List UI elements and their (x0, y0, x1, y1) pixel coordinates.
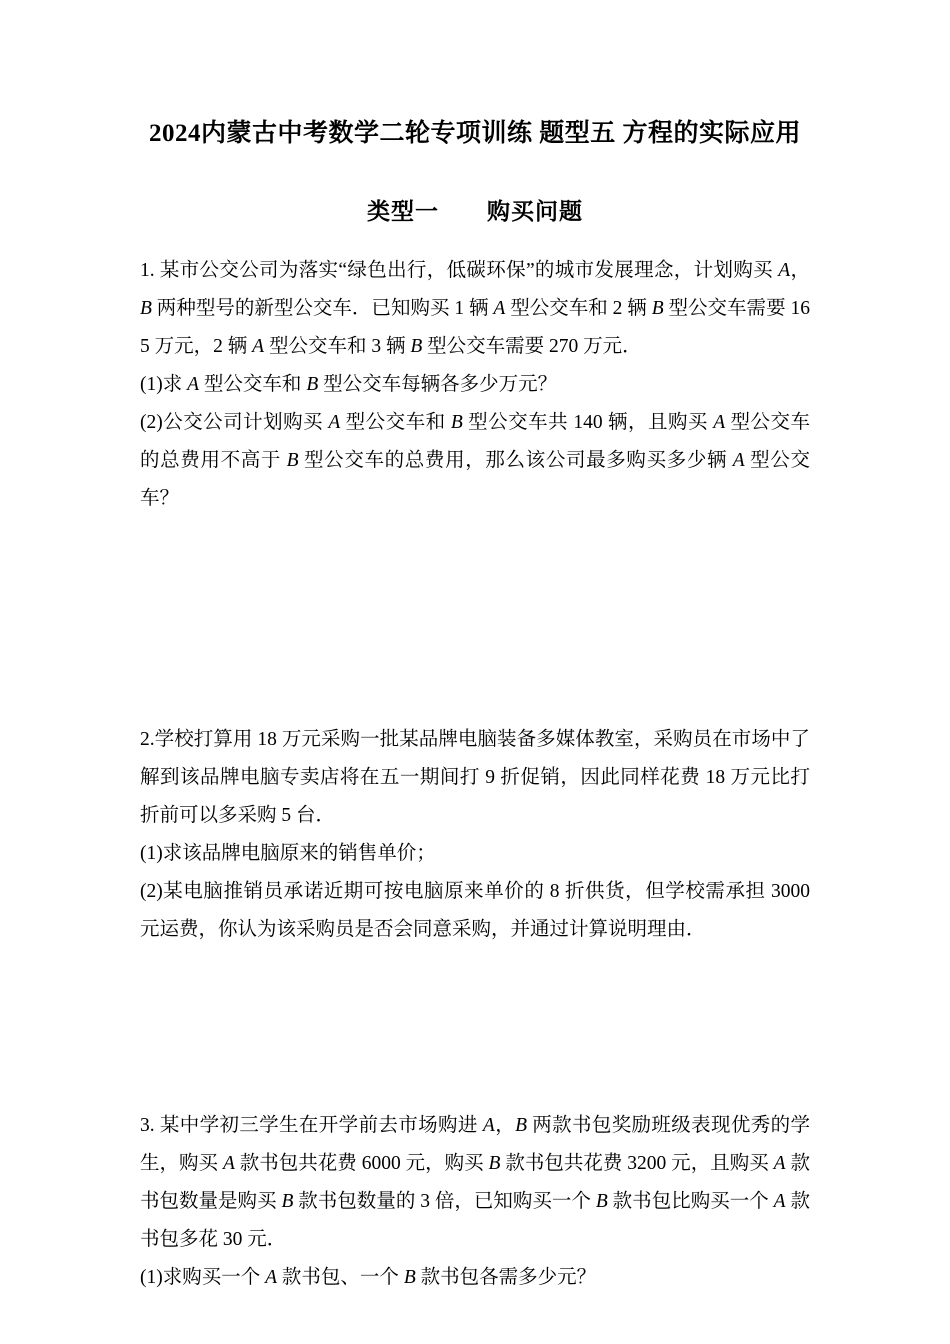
problem-1-paragraph-2 (140, 366, 810, 404)
math-variable: B (286, 450, 299, 471)
text-run: 款书包共花费 3200 元，且购买 (500, 1153, 774, 1174)
problem-3 (140, 1107, 810, 1297)
problem-3-paragraph-1 (140, 1107, 810, 1259)
text-run: 型公交车和 (199, 374, 307, 395)
text-run: (1)求 (140, 374, 188, 395)
math-variable: B (140, 298, 152, 319)
math-variable: A (713, 412, 726, 433)
text-run: 型公交车的总费用，那么该公司最多购买多少辆 (298, 450, 733, 471)
math-variable: A (482, 1115, 495, 1136)
problem-1-paragraph-1 (140, 252, 810, 366)
text-run: (1)求购买一个 (140, 1267, 266, 1288)
math-variable: B (450, 412, 463, 433)
text-run: 型公交车？ (140, 450, 810, 509)
text-run: 款书包共花费 6000 元，购买 (234, 1153, 489, 1174)
text-run: (2)公交公司计划购买 (140, 412, 329, 433)
math-variable: B (306, 374, 319, 395)
math-variable: A (252, 336, 265, 357)
math-variable: A (773, 1191, 786, 1212)
text-run: (1)求该品牌电脑原来的销售单价； (140, 843, 436, 864)
text-run: 2.学校打算用 18 万元采购一批某品牌电脑装备多媒体教室，采购员在市场中了解到该品牌电脑专卖店将在五一期间打 9 折促销，因此同样花费 18 万元比打折前可以多采购 5 台． (140, 729, 810, 826)
problem-1 (140, 252, 810, 518)
text-run: ， (790, 260, 810, 281)
problem-2 (140, 721, 810, 949)
problem-2-paragraph-1 (140, 721, 810, 835)
text-run: 型公交车需要 270 万元． (422, 336, 642, 357)
text-run: 两款书包奖励班级表现优秀的学生，购买 (140, 1115, 810, 1174)
problem-3-paragraph-2 (140, 1259, 810, 1297)
math-variable: A (265, 1267, 278, 1288)
text-run: 款书包数量的 3 倍，已知购买一个 (293, 1191, 596, 1212)
math-variable: A (328, 412, 341, 433)
text-run: 型公交车每辆各多少万元？ (318, 374, 558, 395)
math-variable: A (187, 374, 200, 395)
text-run: 款书包、一个 (277, 1267, 404, 1288)
problem-1-paragraph-3 (140, 404, 810, 518)
math-variable: B (488, 1153, 501, 1174)
math-variable: B (403, 1267, 416, 1288)
math-variable: B (515, 1115, 527, 1136)
math-variable: A (778, 260, 791, 281)
text-run: 型公交车的总费用不高于 (140, 412, 810, 471)
math-variable: B (651, 298, 664, 319)
math-variable: A (493, 298, 506, 319)
math-variable: B (410, 336, 423, 357)
math-variable: A (773, 1153, 786, 1174)
text-run: ， (494, 1115, 516, 1136)
page-title: 2024内蒙古中考数学二轮专项训练 题型五 方程的实际应用 (148, 120, 801, 147)
math-variable: B (281, 1191, 294, 1212)
problem-2-paragraph-3 (140, 873, 810, 949)
text-run: 两种型号的新型公交车．已知购买 1 辆 (151, 298, 494, 319)
text-run: 款书包多花 30 元． (140, 1191, 810, 1250)
text-run: 型公交车和 (340, 412, 451, 433)
math-variable: A (222, 1153, 235, 1174)
math-variable: A (732, 450, 745, 471)
section-heading: 类型一 购买问题 (367, 198, 583, 224)
math-variable: B (595, 1191, 608, 1212)
text-run: 1. 某市公交公司为落实“绿色出行，低碳环保”的城市发展理念，计划购买 (140, 260, 779, 281)
text-run: 型公交车和 2 辆 (505, 298, 652, 319)
text-run: 款书包各需多少元？ (415, 1267, 597, 1288)
text-run: 3. 某中学初三学生在开学前去市场购进 (140, 1115, 483, 1136)
problem-list (140, 252, 810, 1297)
problem-2-paragraph-2 (140, 835, 810, 873)
text-run: 型公交车需要 165 万元，2 辆 (140, 298, 810, 357)
text-run: 款书包数量是购买 (140, 1153, 810, 1212)
text-run: (2)某电脑推销员承诺近期可按电脑原来单价的 8 折供货，但学校需承担 3000 元运费，你认为该采购员是否会同意采购，并通过计算说明理由． (140, 881, 810, 940)
text-run: 型公交车和 3 辆 (264, 336, 411, 357)
text-run: 款书包比购买一个 (607, 1191, 774, 1212)
text-run: 型公交车共 140 辆，且购买 (462, 412, 714, 433)
